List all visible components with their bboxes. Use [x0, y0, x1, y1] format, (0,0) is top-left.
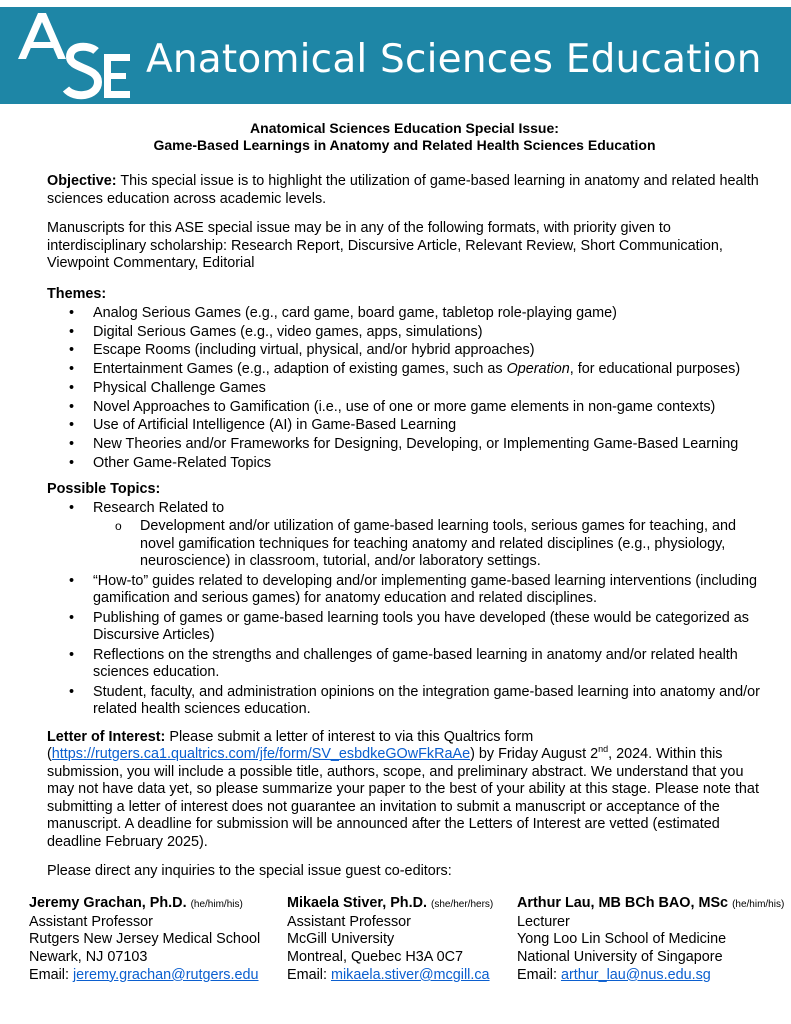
loi-text-mid: ) by Friday August 2: [470, 746, 599, 763]
editor-email-link[interactable]: mikaela.stiver@mcgill.ca: [330, 966, 490, 983]
editor-location: Montreal, Quebec H3A 0C7: [287, 949, 463, 966]
editor-institution: Rutgers New Jersey Medical School: [29, 931, 261, 948]
ase-logo: [14, 7, 132, 104]
title-line-2: Game-Based Learnings in Anatomy and Related Health Sciences Education: [153, 137, 656, 153]
loi-text-before: Please submit a letter of interest to via this Qualtrics form (: [47, 728, 534, 763]
email-label: Email:: [517, 966, 561, 983]
list-item: • Analog Serious Games (e.g., card game, board game, tabletop role-playing game): [47, 304, 772, 323]
editor-grachan: [29, 895, 260, 985]
editor-email-link[interactable]: arthur_lau@nus.edu.sg: [560, 966, 711, 983]
editor-lau: [517, 895, 784, 985]
editor-pronouns: (she/her/hers): [430, 899, 494, 910]
list-item: • Other Game-Related Topics: [47, 454, 772, 473]
loi-text-after: , 2024. Within this submission, you will include a possible title, authors, scope, and preliminary abstract. We understand that you may not have data yet, so please summarize your paper to the best of your ability at this stage. Please note that submitting a letter of interest does not guarantee an invitation to submit a manuscript or acceptance of the manuscript. A deadline for submission will be announced after the Letters of Interest are vetted (estimated deadline February 2025).: [47, 746, 759, 850]
journal-banner: [0, 7, 791, 104]
objective-paragraph: [47, 173, 772, 208]
themes-list: [47, 304, 772, 472]
editor-title: Assistant Professor: [29, 913, 153, 930]
list-item: • Physical Challenge Games: [47, 379, 772, 398]
editor-title: Assistant Professor: [287, 913, 411, 930]
document-body: [47, 112, 772, 881]
email-label: Email:: [287, 966, 331, 983]
operation-game-name: Operation: [506, 361, 570, 378]
title-line-1: Anatomical Sciences Education Special Issue:: [250, 120, 559, 136]
list-item: • Reflections on the strengths and challenges of game-based learning in anatomy and/or related health sciences education.: [47, 647, 772, 682]
editor-name: Arthur Lau, MB BCh BAO, MSc: [517, 895, 729, 911]
list-item: • “How-to” guides related to developing and/or implementing game-based learning interventions (including gamification and serious games) for anatomy education and related disciplines.: [47, 573, 772, 608]
list-item: [47, 360, 772, 379]
editor-location: National University of Singapore: [517, 949, 723, 966]
editor-pronouns: (he/him/his): [190, 899, 243, 910]
qualtrics-form-link[interactable]: https://rutgers.ca1.qualtrics.com/jfe/form/SV_esbdkeGOwFkRaAe: [51, 746, 471, 763]
editor-email-link[interactable]: jeremy.grachan@rutgers.edu: [72, 966, 259, 983]
list-item: • Digital Serious Games (e.g., video games, apps, simulations): [47, 323, 772, 342]
editor-name: Mikaela Stiver, Ph.D.: [287, 895, 427, 911]
list-item: • Novel Approaches to Gamification (i.e., use of one or more game elements in non-game contexts): [47, 398, 772, 417]
letter-of-interest-paragraph: [47, 729, 772, 852]
list-item: • Escape Rooms (including virtual, physical, and/or hybrid approaches): [47, 341, 772, 360]
editor-location: Newark, NJ 07103: [29, 949, 148, 966]
objective-text: This special issue is to highlight the utilization of game-based learning in anatomy and related health sciences education across academic levels.: [47, 173, 759, 207]
theme-text-tail: , for educational purposes): [569, 361, 741, 378]
topics-heading: Possible Topics:: [47, 481, 161, 498]
objective-label: Objective:: [47, 173, 117, 189]
list-item: • Use of Artificial Intelligence (AI) in Game-Based Learning: [47, 416, 772, 435]
list-item: [47, 500, 772, 571]
sub-list-item: o Development and/or utilization of game-based learning tools, serious games for teaching, and novel gamification techniques for teaching anatomy and related disciplines (e.g., physiology, neuroscience) in classroom, tutorial, and/or laboratory settings.: [93, 518, 772, 571]
inquiries-line: Please direct any inquiries to the special issue guest co-editors:: [47, 863, 452, 880]
journal-name: Anatomical Sciences Education: [146, 37, 762, 82]
special-issue-title: [37, 120, 772, 154]
editor-pronouns: (he/him/his): [732, 899, 785, 910]
loi-label: Letter of Interest:: [47, 728, 166, 745]
editor-title: Lecturer: [517, 913, 570, 930]
editor-institution: Yong Loo Lin School of Medicine: [517, 931, 727, 948]
editor-stiver: [287, 895, 493, 985]
research-label: Research Related to: [93, 499, 225, 516]
email-label: Email:: [29, 966, 73, 983]
formats-paragraph: Manuscripts for this ASE special issue may be in any of the following formats, with priority given to interdisciplinary scholarship: Research Report, Discursive Article, Relevant Review, Short Communication, Viewpoint Commentary, Editorial: [47, 220, 723, 271]
theme-text: Entertainment Games (e.g., adaption of existing games, such as: [93, 361, 507, 378]
research-sublist: [93, 518, 772, 571]
list-item: • Student, faculty, and administration opinions on the integration game-based learning into anatomy and/or related health sciences education.: [47, 684, 772, 719]
editor-name: Jeremy Grachan, Ph.D.: [29, 895, 187, 911]
date-ordinal: nd: [598, 744, 609, 755]
list-item: • Publishing of games or game-based learning tools you have developed (these would be categorized as Discursive Articles): [47, 610, 772, 645]
list-item: • New Theories and/or Frameworks for Designing, Developing, or Implementing Game-Based Learning: [47, 435, 772, 454]
editor-institution: McGill University: [287, 931, 395, 948]
topics-list: [47, 500, 772, 719]
themes-heading: Themes:: [47, 285, 107, 302]
